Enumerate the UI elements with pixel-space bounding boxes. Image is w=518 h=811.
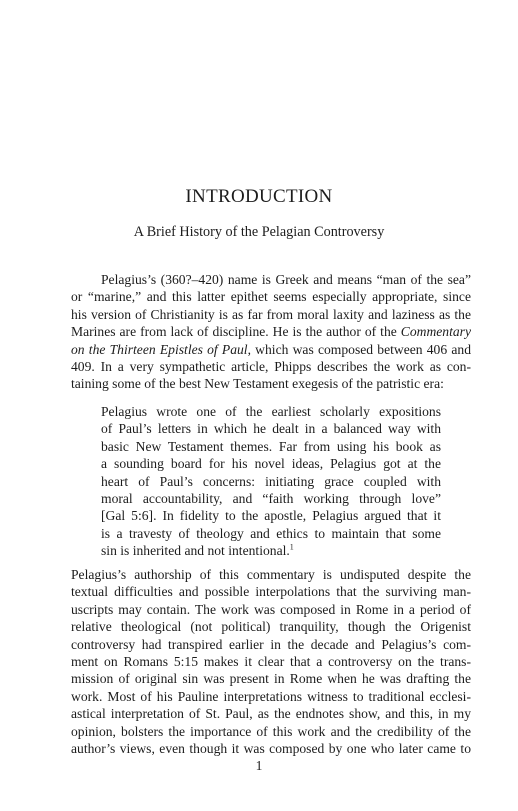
text-line — [71, 341, 471, 358]
italic-title-word: Commentary — [400, 324, 471, 340]
text-line: uscripts may contain. The work was composed in Rome in a period of — [71, 601, 471, 617]
text-line: author’s views, even though it was composed by one who later came to — [71, 740, 471, 756]
text-line: mission of original sin was present in Rome when he was drafting the — [71, 671, 471, 687]
quote-line: heart of Paul’s concerns: initiating grace coupled with — [101, 473, 441, 489]
page-number: 1 — [255, 758, 263, 773]
chapter-subtitle: A Brief History of the Pelagian Controversy — [133, 224, 385, 240]
block-quote — [101, 403, 441, 560]
text-line: or “marine,” and this latter epithet seems especially appropriate, since — [71, 289, 471, 305]
text-segment: sin is inherited and not intentional. — [101, 543, 290, 559]
text-line: textual difficulties and possible interpolations that the surviving man- — [71, 584, 471, 600]
quote-line — [101, 542, 441, 559]
text-line: Pelagius’s (360?–420) name is Greek and means “man of the sea” — [101, 272, 471, 287]
text-line: 409. In a very sympathetic article, Phipps describes the work as con- — [71, 358, 471, 374]
text-line: taining some of the best New Testament exegesis of the patristic era: — [71, 376, 444, 392]
quote-line: basic New Testament themes. Far from using his book as — [101, 438, 441, 454]
text-line: controversy had transpired earlier in the decade and Pelagius’s com- — [71, 636, 471, 652]
text-line — [71, 323, 471, 340]
paragraph-intro — [71, 271, 471, 393]
italic-title: on the Thirteen Epistles of Paul — [71, 341, 248, 357]
text-line: his version of Christianity is as far from moral laxity and laziness as the — [71, 306, 471, 322]
text-line: relative theological (not political) tranquility, though the Origenist — [71, 619, 471, 635]
quote-line: Pelagius wrote one of the earliest scholarly expositions — [101, 404, 441, 419]
text-line: astical interpretation of St. Paul, as the endnotes show, and this, in my — [71, 706, 471, 722]
quote-line: is a travesty of theology and ethics to maintain that some — [101, 525, 441, 541]
text-segment: Marines are from lack of discipline. He is the author of the — [71, 324, 401, 340]
quote-line: of Paul’s letters in which he dealt in a balanced way with — [101, 421, 441, 437]
text-line: opinion, bolsters the importance of this work and the credibility of the — [71, 723, 471, 739]
text-segment: , which was composed between 406 and — [247, 341, 471, 357]
quote-line: a sounding board for his novel ideas, Pelagius got at the — [101, 456, 441, 472]
footnote-marker[interactable]: 1 — [289, 542, 294, 552]
text-line: Pelagius’s authorship of this commentary is undisputed despite the — [71, 567, 471, 582]
quote-line: [Gal 5:6]. In fidelity to the apostle, Pelagius argued that it — [101, 508, 441, 524]
quote-line: moral accountability, and “faith working through love” — [101, 490, 441, 506]
paragraph-authorship — [71, 566, 471, 757]
text-line: work. Most of his Pauline interpretations witness to traditional ecclesi- — [71, 688, 471, 704]
text-line: ment on Romans 5:15 makes it clear that a controversy on the trans- — [71, 653, 471, 669]
chapter-title: INTRODUCTION — [185, 186, 333, 207]
